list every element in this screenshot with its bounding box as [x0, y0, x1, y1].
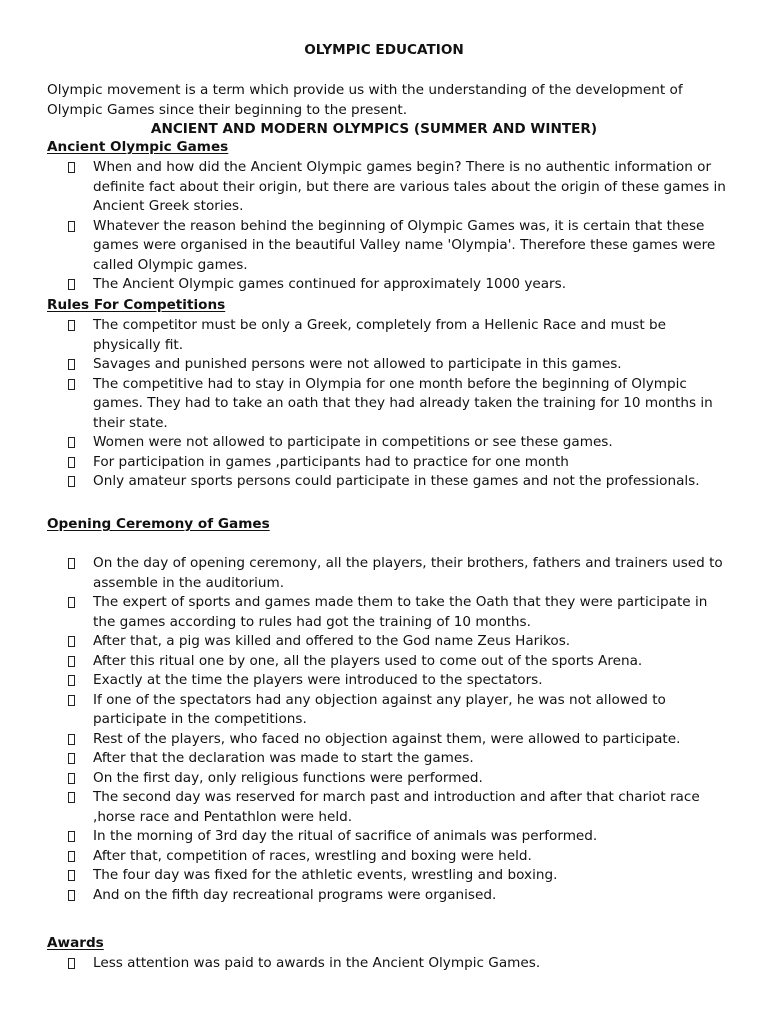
bullet-icon — [68, 320, 75, 331]
bullet-icon — [68, 870, 75, 881]
list-item: Exactly at the time the players were introduced to the spectators. — [68, 671, 728, 691]
section-heading-opening-ceremony: Opening Ceremony of Games — [47, 516, 270, 532]
bullet-icon — [68, 379, 75, 390]
list-item: Only amateur sports persons could participate in these games and not the professionals. — [68, 472, 728, 492]
list-item: The four day was fixed for the athletic events, wrestling and boxing. — [68, 866, 728, 886]
bullet-icon — [68, 597, 75, 608]
intro-paragraph: Olympic movement is a term which provide us with the understanding of the development of Olympic Games since their beginning to the present. — [47, 82, 683, 118]
list-item: After that, a pig was killed and offered to the God name Zeus Harikos. — [68, 632, 728, 652]
list-item: After that the declaration was made to start the games. — [68, 749, 728, 769]
list-item: After this ritual one by one, all the players used to come out of the sports Arena. — [68, 652, 728, 672]
bullet-icon — [68, 831, 75, 842]
rules-list — [68, 316, 728, 492]
document-title: OLYMPIC EDUCATION — [304, 42, 464, 58]
list-item: The competitor must be only a Greek, completely from a Hellenic Race and must be physically fit. — [68, 316, 728, 355]
list-item: Rest of the players, who faced no objection against them, were allowed to participate. — [68, 730, 728, 750]
bullet-icon — [68, 279, 75, 290]
list-item: On the day of opening ceremony, all the players, their brothers, fathers and trainers used to assemble in the auditorium. — [68, 554, 728, 593]
awards-list — [68, 954, 728, 974]
list-item: Savages and punished persons were not allowed to participate in this games. — [68, 355, 728, 375]
bullet-icon — [68, 437, 75, 448]
list-item: The competitive had to stay in Olympia for one month before the beginning of Olympic games. They had to take an oath that they had already taken the training for 10 months in their state. — [68, 375, 728, 434]
bullet-icon — [68, 359, 75, 370]
section-heading-ancient-games: Ancient Olympic Games — [47, 139, 229, 155]
list-item: If one of the spectators had any objection against any player, he was not allowed to participate in the competitions. — [68, 691, 728, 730]
bullet-icon — [68, 221, 75, 232]
bullet-icon — [68, 162, 75, 173]
list-item: The Ancient Olympic games continued for approximately 1000 years. — [68, 275, 728, 295]
section-heading-rules: Rules For Competitions — [47, 297, 226, 313]
list-item: After that, competition of races, wrestling and boxing were held. — [68, 847, 728, 867]
list-item: In the morning of 3rd day the ritual of sacrifice of animals was performed. — [68, 827, 728, 847]
bullet-icon — [68, 753, 75, 764]
list-item: Whatever the reason behind the beginning of Olympic Games was, it is certain that these games were organised in the beautiful Valley name 'Olympia'. Therefore these games were called Olympic games. — [68, 217, 728, 276]
list-item: The second day was reserved for march past and introduction and after that chariot race ,horse race and Pentathlon were held. — [68, 788, 728, 827]
list-item: Less attention was paid to awards in the Ancient Olympic Games. — [68, 954, 728, 974]
bullet-icon — [68, 558, 75, 569]
bullet-icon — [68, 695, 75, 706]
bullet-icon — [68, 890, 75, 901]
bullet-icon — [68, 636, 75, 647]
bullet-icon — [68, 656, 75, 667]
list-item: When and how did the Ancient Olympic games begin? There is no authentic information or definite fact about their origin, but there are various tales about the origin of these games in Ancient Greek stories. — [68, 158, 728, 217]
list-item: On the first day, only religious functions were performed. — [68, 769, 728, 789]
bullet-icon — [68, 675, 75, 686]
list-item: And on the fifth day recreational programs were organised. — [68, 886, 728, 906]
bullet-icon — [68, 851, 75, 862]
list-item: The expert of sports and games made them to take the Oath that they were participate in the games according to rules had got the training of 10 months. — [68, 593, 728, 632]
ancient-games-list — [68, 158, 728, 295]
bullet-icon — [68, 476, 75, 487]
bullet-icon — [68, 958, 75, 969]
document-subtitle: ANCIENT AND MODERN OLYMPICS (SUMMER AND WINTER) — [150, 121, 598, 137]
bullet-icon — [68, 457, 75, 468]
section-heading-awards: Awards — [47, 935, 104, 951]
bullet-icon — [68, 773, 75, 784]
opening-ceremony-list — [68, 554, 728, 905]
list-item: For participation in games ,participants had to practice for one month — [68, 453, 728, 473]
bullet-icon — [68, 792, 75, 803]
list-item: Women were not allowed to participate in competitions or see these games. — [68, 433, 728, 453]
bullet-icon — [68, 734, 75, 745]
